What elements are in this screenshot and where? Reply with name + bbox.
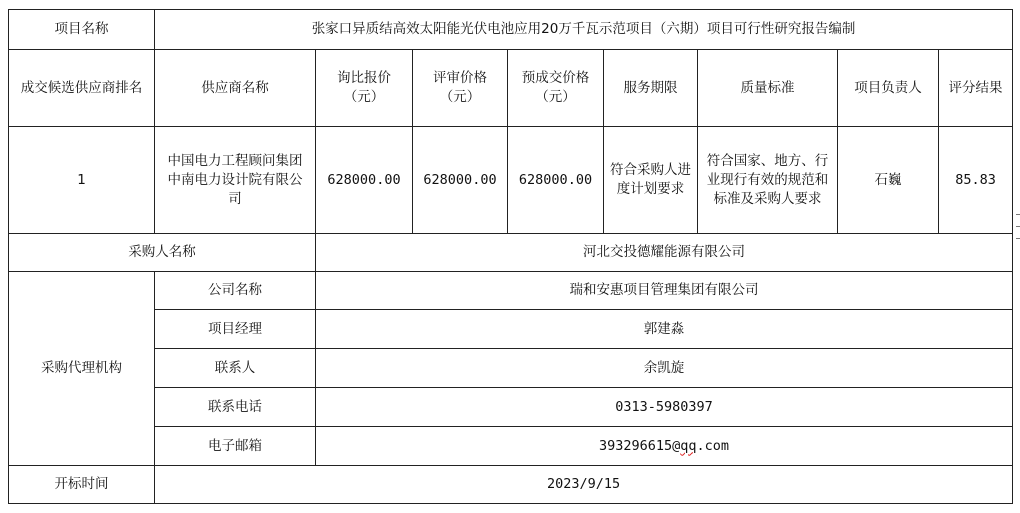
header-quote: 询比报价（元） [316, 50, 413, 127]
opening-date: 2023/9/15 [155, 466, 1013, 504]
candidate-manager: 石巍 [838, 127, 939, 234]
purchaser-row [9, 234, 1013, 272]
edge-mark [1016, 226, 1020, 227]
project-row [9, 10, 1013, 50]
project-label: 项目名称 [9, 10, 155, 50]
opening-label: 开标时间 [9, 466, 155, 504]
project-name: 张家口异质结高效太阳能光伏电池应用20万千瓦示范项目（六期）项目可行性研究报告编制 [155, 10, 1013, 50]
candidate-score: 85.83 [939, 127, 1013, 234]
agency-email-row [9, 427, 1013, 466]
agency-pm: 郭建淼 [316, 310, 1013, 349]
agency-email [316, 427, 1013, 466]
opening-row [9, 466, 1013, 504]
header-review-price: 评审价格（元） [413, 50, 508, 127]
agency-email-label: 电子邮箱 [155, 427, 316, 466]
edge-mark [1016, 214, 1020, 215]
agency-company-label: 公司名称 [155, 272, 316, 310]
candidate-quote: 628000.00 [316, 127, 413, 234]
candidate-supplier: 中国电力工程顾问集团中南电力设计院有限公司 [155, 127, 316, 234]
candidate-row [9, 127, 1013, 234]
agency-contact: 余凯旋 [316, 349, 1013, 388]
agency-phone-row [9, 388, 1013, 427]
header-service-period: 服务期限 [604, 50, 698, 127]
header-score: 评分结果 [939, 50, 1013, 127]
candidate-quality: 符合国家、地方、行业现行有效的规范和标准及采购人要求 [698, 127, 838, 234]
header-row [9, 50, 1013, 127]
agency-phone-label: 联系电话 [155, 388, 316, 427]
candidate-rank: 1 [9, 127, 155, 234]
agency-pm-label: 项目经理 [155, 310, 316, 349]
agency-phone: 0313-5980397 [316, 388, 1013, 427]
result-table [8, 9, 1013, 504]
candidate-service-period: 符合采购人进度计划要求 [604, 127, 698, 234]
header-rank: 成交候选供应商排名 [9, 50, 155, 127]
agency-contact-label: 联系人 [155, 349, 316, 388]
candidate-pre-price: 628000.00 [508, 127, 604, 234]
email-user: 393296615@ [599, 437, 681, 454]
agency-company: 瑞和安惠项目管理集团有限公司 [316, 272, 1013, 310]
candidate-review-price: 628000.00 [413, 127, 508, 234]
purchaser-name: 河北交投德耀能源有限公司 [316, 234, 1013, 272]
email-domain: qq [680, 437, 697, 454]
agency-pm-row [9, 310, 1013, 349]
agency-contact-row [9, 349, 1013, 388]
purchaser-label: 采购人名称 [9, 234, 316, 272]
agency-company-row [9, 272, 1013, 310]
email-tld: .com [696, 437, 730, 454]
header-quality: 质量标准 [698, 50, 838, 127]
edge-mark [1016, 238, 1020, 239]
header-pre-price: 预成交价格（元） [508, 50, 604, 127]
header-supplier: 供应商名称 [155, 50, 316, 127]
header-manager: 项目负责人 [838, 50, 939, 127]
agency-label: 采购代理机构 [9, 272, 155, 466]
